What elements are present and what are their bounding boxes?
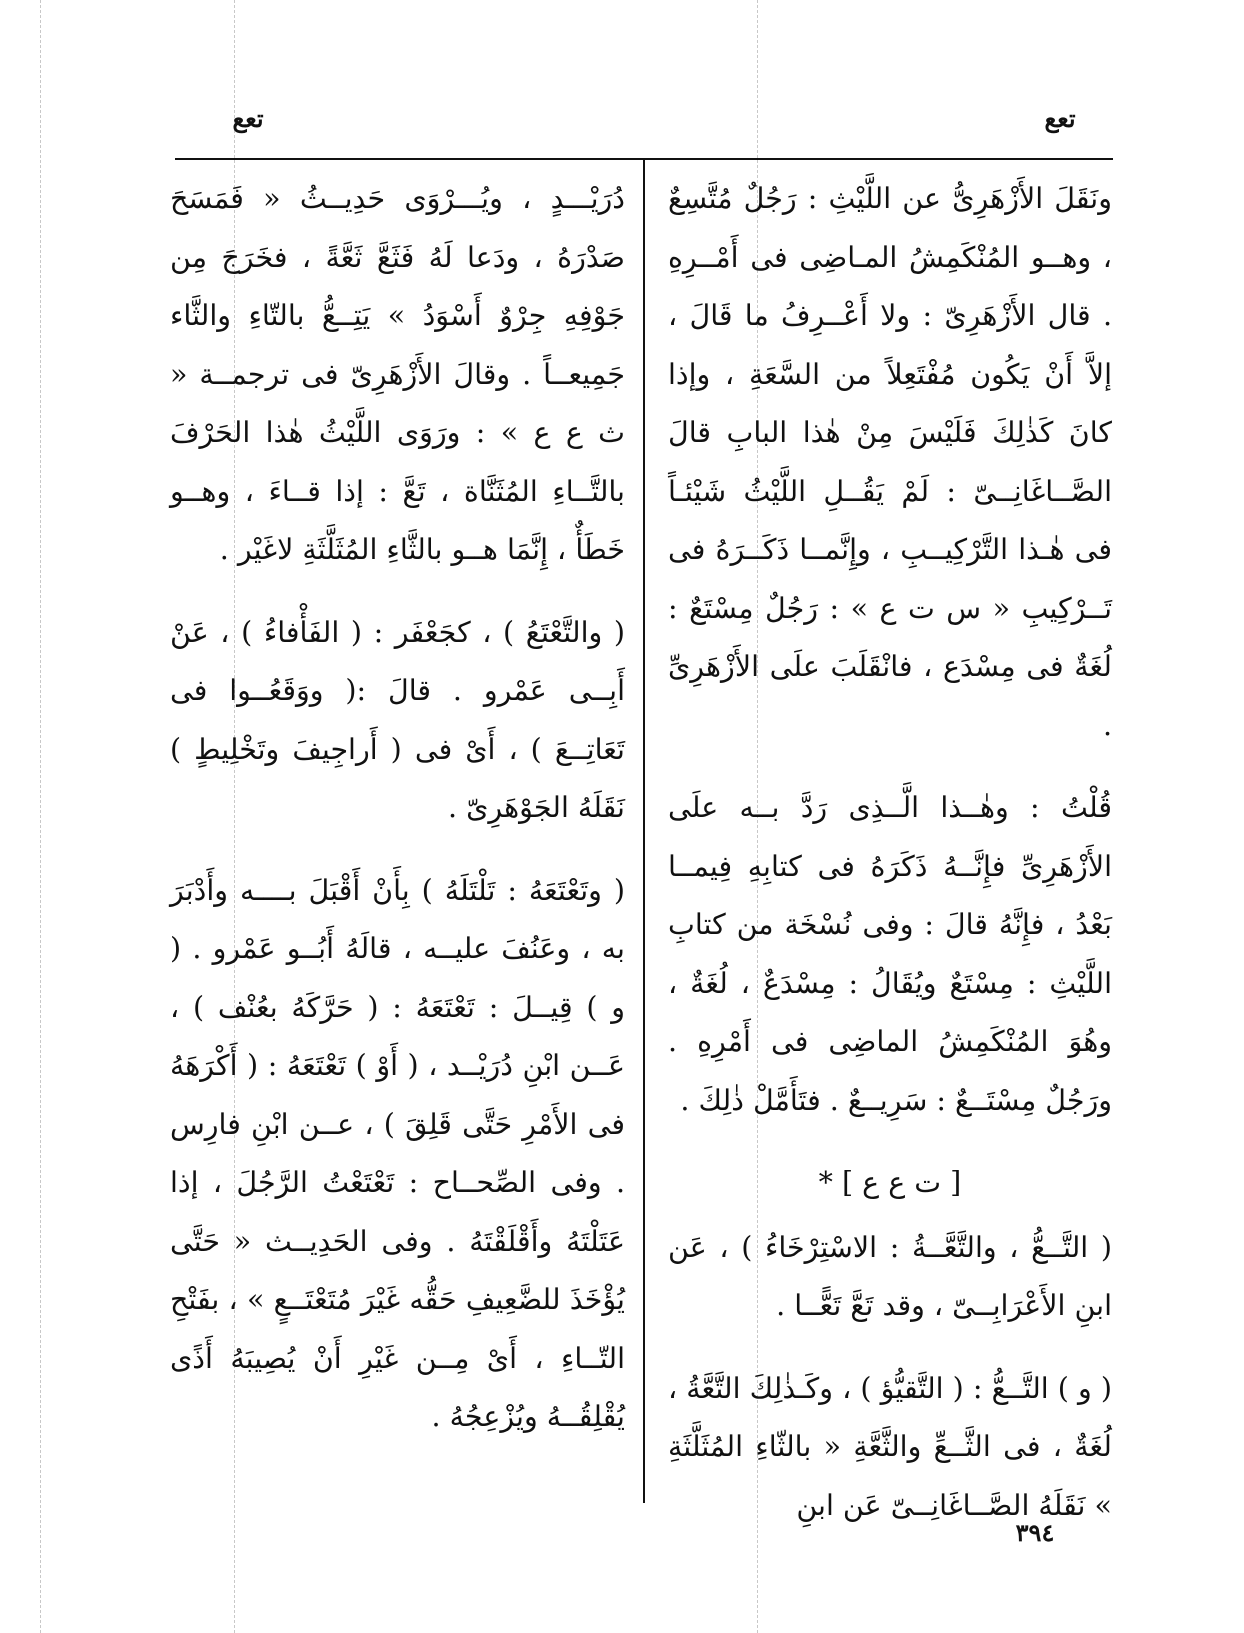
running-header-right: تعع [1044,104,1076,133]
paragraph: قُلْتُ : وهٰــذا الَّــذِى رَدَّ بــه علَى الأَزْهَرِىِّ فإِنَّــهُ ذَكَرَهُ فى كتابِهِ فِيمــا بَعْدُ ، فإِنَّهُ قالَ : وفى نُسْخَة من كتابِ اللَّيْثِ : مِسْتَعٌ ويُقَالُ : مِسْدَعٌ ، لُغَةٌ ، وهُوَ المُنْكَمِشُ الماضِى فى أَمْرِهِ . ورَجُلٌ مِسْتَــعٌ : سَرِيــعٌ . فتَأَمَّلْ ذٰلِكَ . [668,791,1112,1117]
entry-title: [ ت ع ع ] * [818,1166,962,1199]
paragraph: ( والتَّعْتَعُ ) ، كجَعْفَر : ( الفَأْفاءُ ) ، عَنْ أَبِــى عَمْرو . قالَ :( ووَقَعُــوا فى تَعَاتِــعَ ) ، أَىْ فى ( أَراجِيفَ وتَخْلِيطٍ ) نَقَلَهُ الجَوْهَرِىّ . [170,615,625,824]
paragraph: ونَقَلَ الأَزْهَرِىُّ عن اللَّيْثِ : رَجُلٌ مُتَّسِعٌ ، وهــو المُنْكَمِشُ المـاضِى فى أَمْــرِهِ . قال الأَزْهَرِىّ : ولا أَعْــرِفُ ما قَالَ ، إلاَّ أَنْ يَكُون مُفْتَعِلاً من السَّعَةِ ، وإذا كانَ كَذٰلِكَ فَلَيْسَ مِنْ هٰذا البابِ قالَ الصَّــاغَانِــىّ : لَمْ يَقُــلِ اللَّيْثُ شَيْئـاً فى هٰـذا التَّرْكِيــبِ ، وإِنَّمــا ذَكَــرَهُ فى تَــرْكِيبِ « س ت ع » : رَجُلٌ مِسْتَعٌ : لُغَةٌ فى مِسْدَع ، فانْقَلَبَ علَى الأَزْهَرِىِّ . [668,182,1112,742]
paragraph: دُرَيْـــدٍ ، ويُـــرْوَى حَدِيــثُ « فَمَسَحَ صَدْرَهُ ، ودَعا لَهُ فَثَعَّ ثَعَّةً ، فخَرَجَ مِن جَوْفِهِ جِرْوٌ أَسْوَدُ » يَتِــعُّ بالتّاءِ والثَّاء جَمِيعــاً . وقالَ الأَزْهَرِىّ فى ترجمــة « ث ع ع » : ورَوَى اللَّيْثُ هٰذا الحَرْفَ بالتَّــاءِ المُثَنَّاة ، تَعَّ : إذا قــاءَ ، وهــو خَطَأٌ ، إِنَّمَا هــو بالثَّاءِ المُثَلَّثَةِ لاغَيْر . [170,182,625,566]
page-number: ٣٩٤ [1015,1518,1055,1547]
paragraph: ( و ) التَّــعُّ : ( التَّقيُّؤ ) ، وكَـذٰلِكَ التَّعَّةُ ، لُغَةٌ ، فى الثَّــعِّ والثَّعَّةِ « بالثّاءِ المُثَلَّثَةِ » نَقَلَهُ الصَّــاغَانِــىّ عَن ابنِ [668,1371,1112,1522]
scan-guide-line [40,0,41,1633]
column-divider [643,158,645,1503]
paragraph: ( التَّــعُّ ، والتَّعَّــةُ : الاسْتِرْخَاءُ ) ، عَن ابنِ الأَعْرَابِــىّ ، وقد تَعَّ تَعًّــا . [668,1230,1112,1322]
left-column [170,170,625,1447]
running-header-left: تعع [232,104,264,133]
paragraph: ( وتَعْتَعَهُ : تَلْتَلَهُ ) بِأَنْ أَقْبَلَ بــــه وأَدْبَرَ به ، وعَنُفَ عليــه ، قالَهُ أَبُــو عَمْرو . ( و ) قِيــلَ : تَعْتَعَهُ : ( حَرَّكَهُ بعُنْف ) ، عَــن ابْنِ دُرَيْــد ، ( أَوْ ) تَعْتَعَهُ : ( أَكْرَهَهُ فى الأَمْرِ حَتَّى قَلِقَ ) ، عــن ابْنِ فارِس . وفى الصِّحــاح : تَعْتَعْتُ الرَّجُلَ ، إذا عَتَلْتَهُ وأَقْلَقْتَهُ . وفى الحَدِيــث « حَتَّى يُؤْخَذَ للضَّعِيفِ حَقُّه غَيْرَ مُتَعْتَــعٍ » ، بفَتْحِ التّــاءِ ، أَىْ مِــن غَيْرِ أَنْ يُصِيبَهُ أَذًى يُقْلِقُــهُ ويُزْعِجُهُ . [170,873,625,1433]
right-column [668,170,1112,1535]
